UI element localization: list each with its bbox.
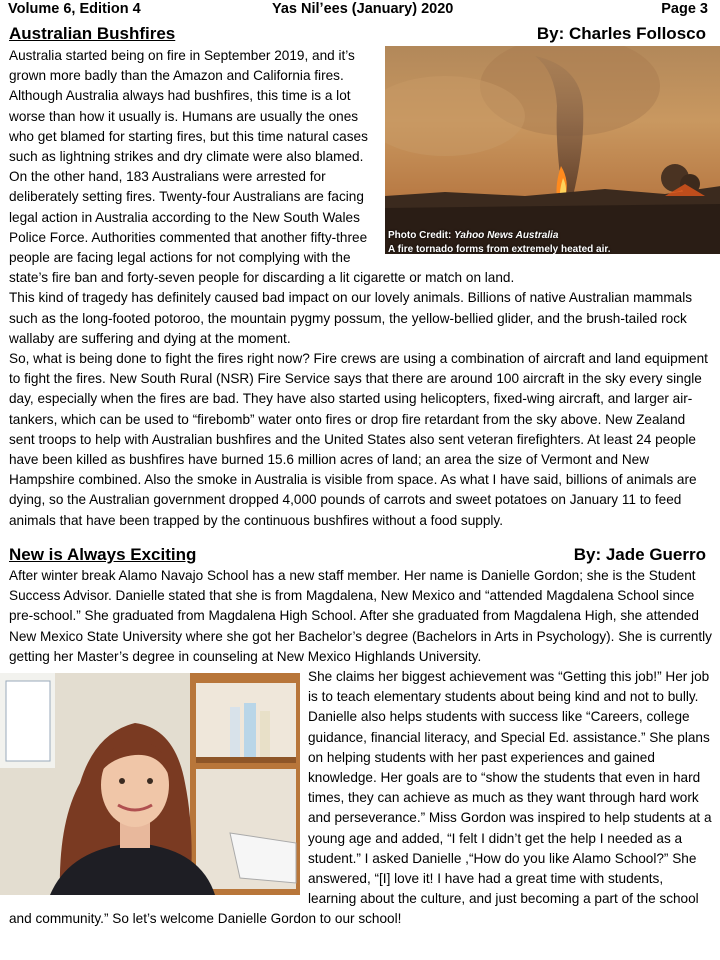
article-paragraph: After winter break Alamo Navajo School has a new staff member. Her name is Danielle Gordon; she is the Student Success Advisor. Danielle stated that she is from Magdalena, New Mexico and “attended Magdalena School since pre-school.” She graduated from Magdalena High School. After she graduated from Magdalena High, she attended New Mexico State University where she got her Bachelor’s degree (Bachelors in Arts in Psychology). She is currently getting her Master’s degree in counseling at New Mexico Highlands University. bbox=[9, 568, 712, 664]
article-bushfires-body bbox=[9, 46, 712, 531]
page-number: Page 3 bbox=[661, 1, 708, 17]
article-new-staff-body bbox=[9, 566, 712, 930]
volume-edition: Volume 6, Edition 4 bbox=[8, 1, 141, 17]
article-paragraph: She claims her biggest achievement was “Getting this job!” Her job is to teach elementary students about being kind and not to bully. Danielle also helps students with success like “Careers, college guidance, financial literacy, and Special Ed. assistance.” She plans on helping students with her past experiences and gained knowledge. Her goals are to “show the students that even in hard times, they can achieve as much as they want through hard work and perseverance.” Miss Gordon was inspired to help students at a young age and added, “I felt I didn’t get the help I needed as a student.” I asked Danielle ,“How do you like Alamo School?” She answered, “[I] love it! I have had a great time with students, learning about the culture, and just becoming a part of the school and community.” So let’s welcome Danielle Gordon to our school! bbox=[9, 669, 712, 927]
article-paragraph: Australia started being on fire in September 2019, and it’s grown more badly than the Amazon and California fires. Although Australia always had bushfires, this time is a lot worse than how it usually is. Humans are usually the ones who get blamed for starting fires, but this time natural cases such as lightning strikes and dry climate were also blamed. On the other hand, 183 Australians were arrested for deliberately setting fires. Twenty-four Australians are facing legal action in Australia according to the New South Wales Police Force. Authorities commented that another fifty-three people are facing legal actions for not complying with the state’s fire ban and forty-seven people for discarding a lit cigarette or match on land. bbox=[9, 48, 515, 286]
fire-tornado-illustration bbox=[385, 46, 720, 254]
photo-caption: A fire tornado forms from extremely heated air. bbox=[388, 244, 611, 254]
article-paragraph: This kind of tragedy has definitely caused bad impact on our lovely animals. Billions of native Australian mammals such as the long-footed potoroo, the mountain pygmy possum, the yellow-bellied glider, and the brush-tailed rock wallaby are suffering and dying at the moment. bbox=[9, 290, 693, 346]
byline-jade-guerro: By: Jade Guerro bbox=[573, 545, 706, 564]
fire-tornado-photo bbox=[385, 46, 720, 254]
byline-charles-follosco: By: Charles Follosco bbox=[536, 24, 706, 43]
article-title-new-is-always-exciting: New is Always Exciting bbox=[9, 545, 197, 564]
article-title-bushfires: Australian Bushfires bbox=[9, 24, 176, 43]
page-header bbox=[0, 0, 720, 22]
photo-credit: Photo Credit: Yahoo News Australia bbox=[388, 230, 559, 241]
publication-title: Yas Nilʼees (January) 2020 bbox=[272, 1, 454, 17]
portrait-illustration bbox=[0, 673, 300, 895]
danielle-gordon-photo bbox=[0, 673, 300, 895]
article-paragraph: So, what is being done to fight the fires right now? Fire crews are using a combination of aircraft and land equipment to fight the fires. New South Rural (NSR) Fire Service says that there are around 100 aircraft in the sky every single day, especially when the fires are bad. They have also started using helicopters, fixed-wing aircraft, and larger air-tankers, which can be used to “firebomb” water onto fires or drop fire retardant from the sky above. New Zealand sent troops to help with Australian bushfires and the United States also sent veteran firefighters. At least 24 people have been killed as bushfires have burned 15.6 million acres of land; an area the size of Vermont and New Hampshire combined. Also the smoke in Australia is visible from space. As what I have said, billions of animals are dying, so the Australian government dropped 4,000 pounds of carrots and sweet potatoes on January 11 to feed animals that have been trapped by the continuous bushfires without a food supply. bbox=[9, 351, 708, 528]
